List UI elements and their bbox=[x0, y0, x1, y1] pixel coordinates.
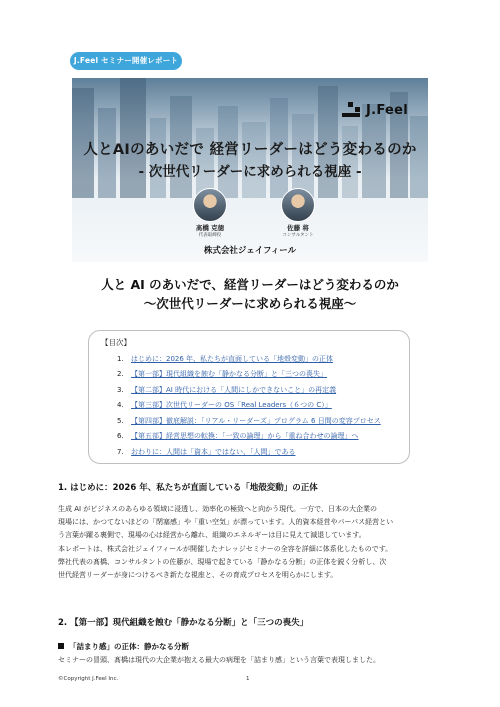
hero-company-name: 株式会社ジェイフィール bbox=[203, 246, 297, 256]
speaker-name: 佐藤 将 bbox=[287, 224, 309, 232]
toc-number: 5. bbox=[117, 416, 124, 425]
speaker-takahashi bbox=[190, 188, 230, 238]
toc-item bbox=[117, 382, 381, 398]
toc-number: 4. bbox=[117, 401, 124, 410]
toc-number: 2. bbox=[117, 370, 124, 379]
toc-item bbox=[117, 398, 381, 414]
speaker-role: コンサルタント bbox=[282, 233, 314, 238]
toc-heading: 【目次】 bbox=[101, 338, 131, 347]
footer-copyright: ©Copyright J.Feel Inc. bbox=[58, 676, 119, 682]
toc-list bbox=[117, 351, 381, 460]
square-bullet-icon bbox=[58, 643, 64, 649]
section2-subheading bbox=[58, 641, 189, 652]
body-line: う言葉が躍る裏側で、現場の心は経営から離れ、組織のエネルギーは目に見えて減退しています。 bbox=[58, 531, 366, 540]
toc-link-1[interactable]: はじめに：2026 年、私たちが直面している「地殻変動」の正体 bbox=[131, 354, 334, 363]
toc-link-3[interactable]: 【第二部】AI 時代における「人間にしかできないこと」の再定義 bbox=[131, 385, 337, 394]
hero-banner bbox=[72, 78, 428, 262]
body-line: セミナーの冒頭、髙橋は現代の大企業が抱える最大の病理を「詰まり感」という言葉で表現しました。 bbox=[58, 656, 380, 664]
section1-heading: 1. はじめに：2026 年、私たちが直面している「地殻変動」の正体 bbox=[58, 483, 318, 493]
speaker-photo bbox=[281, 188, 315, 222]
body-line: 本レポートは、株式会社ジェイフィールが開催したナレッジセミナーの全容を詳細に体系化したものです。 bbox=[58, 544, 393, 553]
toc-number: 3. bbox=[117, 385, 124, 394]
toc-link-6[interactable]: 【第五部】経営思想の転換：「一致の論理」から「重ね合わせの論理」へ bbox=[131, 432, 359, 441]
table-of-contents bbox=[88, 330, 410, 464]
toc-item bbox=[117, 444, 381, 460]
logo-mark-icon bbox=[342, 102, 362, 118]
body-line: 生成 AI がビジネスのあらゆる領域に浸透し、効率化の極致へと向かう現代。一方で、日本の大企業の bbox=[58, 505, 377, 513]
toc-link-2[interactable]: 【第一部】現代組織を蝕む「静かなる分断」と「三つの喪失」 bbox=[131, 370, 327, 379]
page-title-line2: 〜次世代リーダーに求められる視座〜 bbox=[143, 296, 357, 311]
toc-number: 6. bbox=[117, 432, 124, 441]
speaker-name: 髙橋 克徳 bbox=[195, 224, 225, 232]
toc-item bbox=[117, 351, 381, 367]
hero-title: 人とAIのあいだで 経営リーダーはどう変わるのか bbox=[83, 142, 417, 158]
toc-link-7[interactable]: おわりに：人間は「資本」ではない、「人間」である bbox=[131, 447, 296, 456]
hero-subtitle: - 次世代リーダーに求められる視座 - bbox=[138, 164, 362, 180]
toc-number: 7. bbox=[117, 447, 124, 456]
toc-item bbox=[117, 429, 381, 445]
jfeel-logo bbox=[342, 102, 408, 118]
report-badge: J.Feel セミナー開催レポート bbox=[70, 52, 182, 70]
speaker-role: 代表取締役 bbox=[198, 233, 222, 238]
page-number: 1 bbox=[246, 676, 250, 682]
speaker-sato bbox=[276, 188, 320, 238]
logo-text: J.Feel bbox=[365, 102, 408, 118]
toc-item bbox=[117, 367, 381, 383]
body-line: 弊社代表の髙橋、コンサルタントの佐藤が、現場で起きている「静かなる分断」の正体を鋭く分析し、次 bbox=[58, 557, 387, 566]
body-line: 現場には、かつてないほどの「閉塞感」や「重い空気」が漂っています。人的資本経営やパーパス経営とい bbox=[58, 518, 394, 527]
section1-body bbox=[58, 503, 444, 582]
page-title bbox=[0, 275, 500, 313]
body-line: 世代経営リーダーが身につけるべき新たな視座と、その育成プロセスを明らかにします。 bbox=[58, 571, 338, 580]
toc-item bbox=[117, 413, 381, 429]
toc-number: 1. bbox=[117, 354, 124, 363]
section2-body bbox=[58, 654, 444, 667]
toc-link-4[interactable]: 【第三部】次世代リーダーの OS「Real Leaders（６つの C）」 bbox=[131, 401, 332, 410]
speaker-photo bbox=[193, 188, 227, 222]
section2-heading: 2. 【第一部】現代組織を蝕む「静かなる分断」と「三つの喪失」 bbox=[58, 618, 309, 628]
page-title-line1: 人と AI のあいだで、経営リーダーはどう変わるのか bbox=[101, 277, 399, 292]
subheading-text: 「詰まり感」の正体：静かなる分断 bbox=[69, 642, 189, 651]
toc-link-5[interactable]: 【第四部】徹底解説：「リアル・リーダーズ」プログラム 6 日間の変容プロセス bbox=[131, 416, 381, 425]
